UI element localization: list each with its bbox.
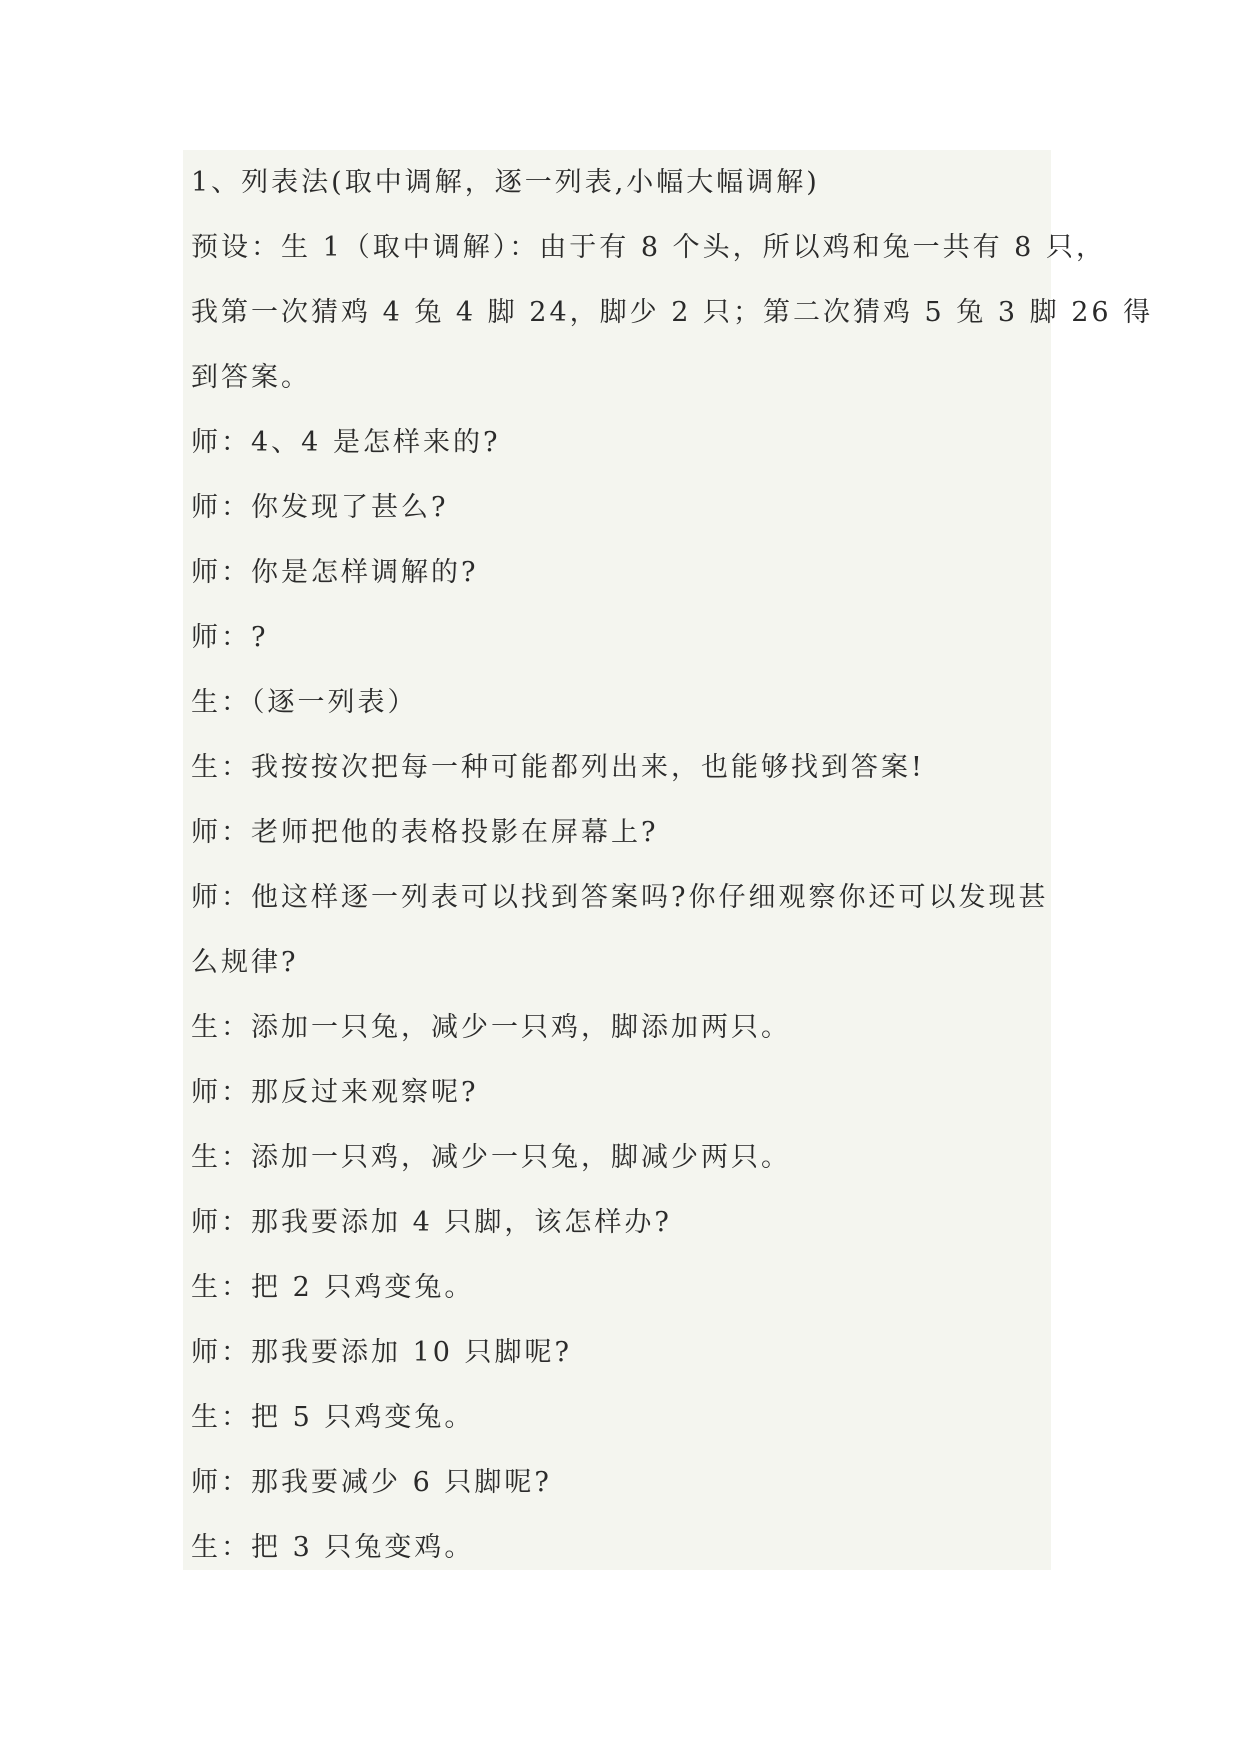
text-line: 生：添加一只鸡，减少一只兔，脚减少两只。 [191,1142,791,1173]
heading-line: 1、列表法(取中调解，逐一列表,小幅大幅调解) [191,167,820,198]
text-line: 师：那反过来观察呢? [191,1077,479,1108]
text-line: 预设：生 1（取中调解）：由于有 8 个头，所以鸡和兔一共有 8 只， [191,232,1106,263]
text-line: 师：那我要添加 4 只脚，该怎样办? [191,1207,672,1238]
text-line: 生：把 3 只兔变鸡。 [191,1532,475,1563]
text-line: 师：那我要添加 10 只脚呢? [191,1337,572,1368]
text-line: 么规律? [191,947,299,978]
text-line: 师：你是怎样调解的? [191,557,479,588]
document-text-block [183,150,1154,1570]
text-line: 到答案。 [191,362,311,393]
text-line: 师：4、4 是怎样来的? [191,427,501,458]
text-line: 生：把 2 只鸡变兔。 [191,1272,475,1303]
text-line: 师：你发现了甚么? [191,492,449,523]
text-lines [191,150,1154,1580]
text-line: 师：老师把他的表格投影在屏幕上? [191,817,659,848]
text-line: 师：? [191,622,269,653]
text-line: 生：我按按次把每一种可能都列出来，也能够找到答案! [191,752,925,783]
text-line: 生：把 5 只鸡变兔。 [191,1402,475,1433]
text-line: 师：他这样逐一列表可以找到答案吗?你仔细观察你还可以发现甚 [191,882,1049,913]
text-line: 师：那我要减少 6 只脚呢? [191,1467,552,1498]
text-line: 我第一次猜鸡 4 兔 4 脚 24，脚少 2 只；第二次猜鸡 5 兔 3 脚 26 得 [191,297,1154,328]
text-line: 生：（逐一列表） [191,687,418,718]
text-line: 生：添加一只兔，减少一只鸡，脚添加两只。 [191,1012,791,1043]
